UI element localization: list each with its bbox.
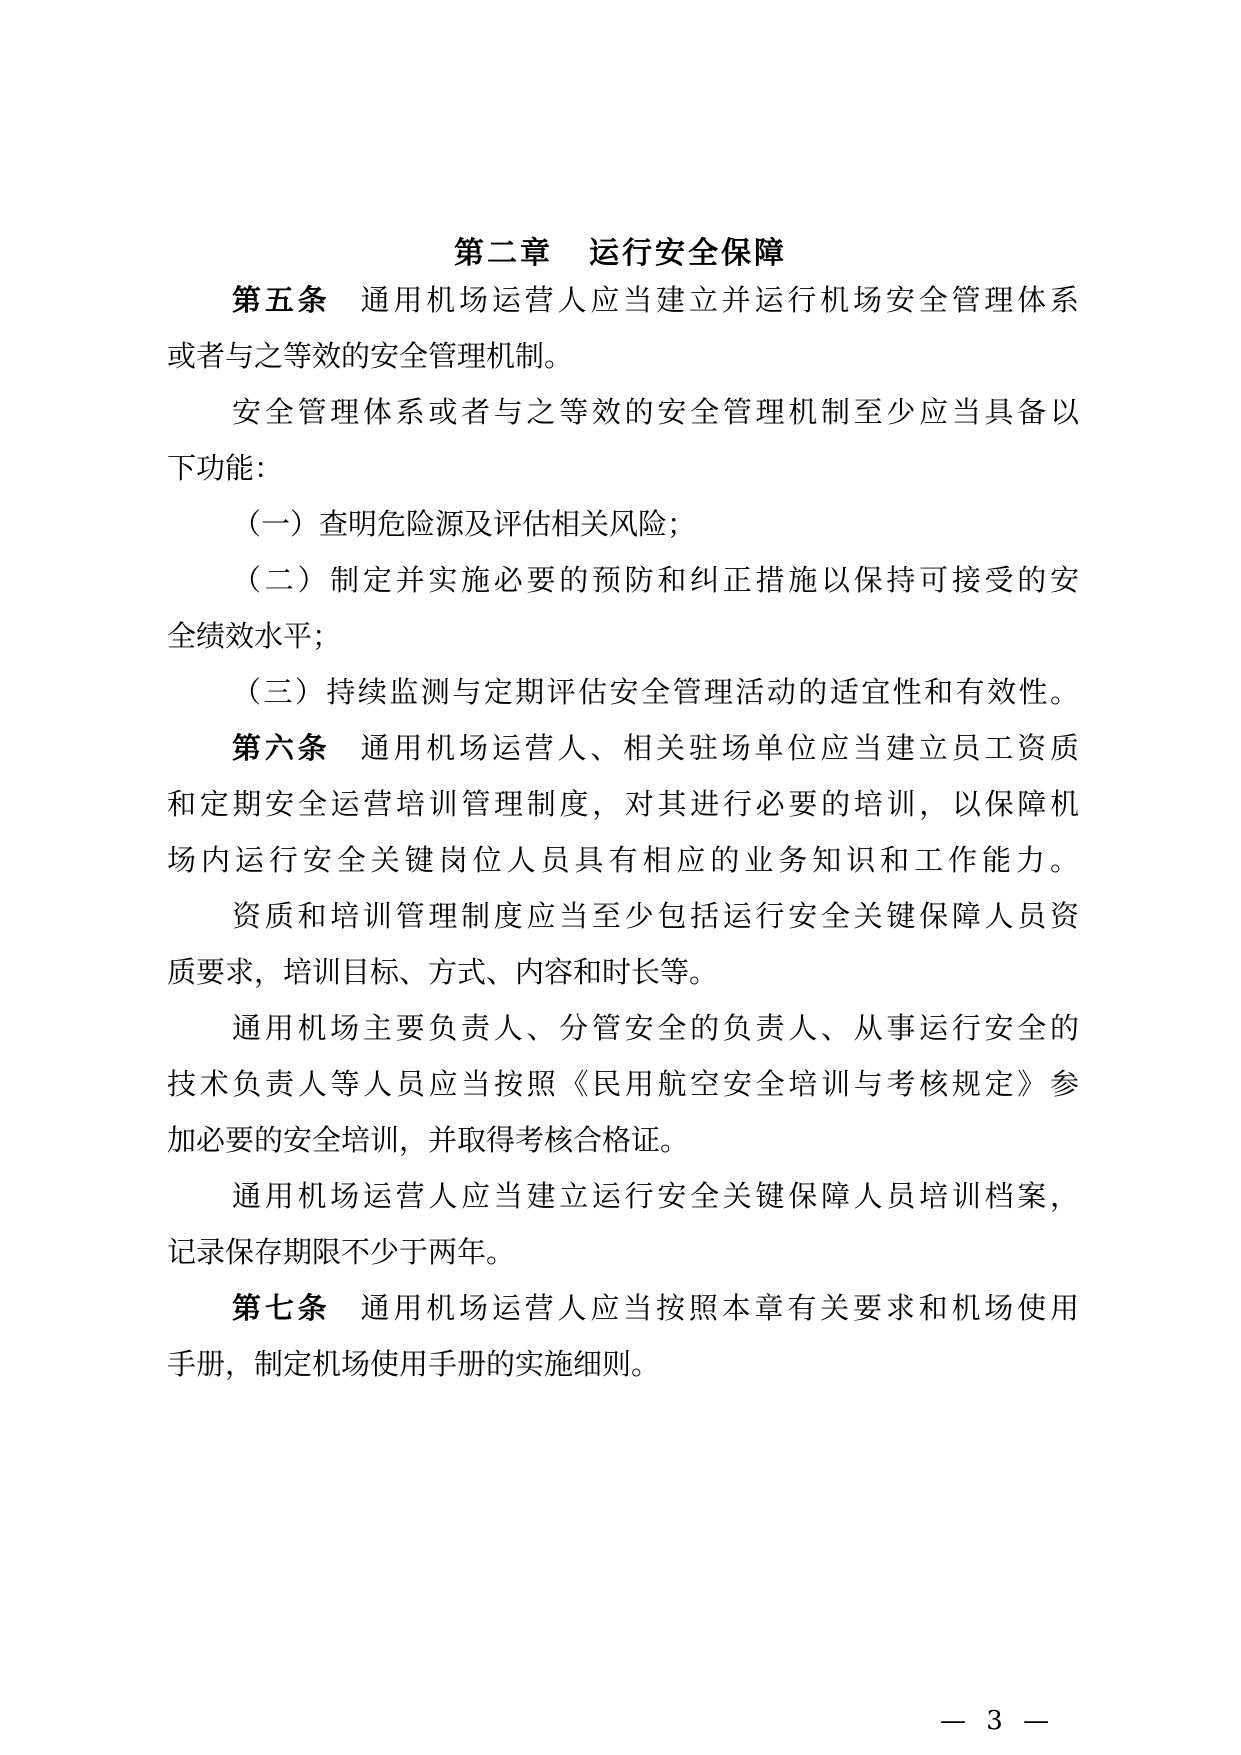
article-6-para-2-line-2: 质要求，培训目标、方式、内容和时长等。 — [167, 955, 719, 989]
article-6-para-2-line-1: 资质和培训管理制度应当至少包括运行安全关键保障人员资 — [232, 899, 1079, 933]
article-6-para-3-line-2: 技术负责人等人员应当按照《民用航空安全培训与考核规定》参 — [167, 1067, 1079, 1101]
article-5-item-3: （三）持续监测与定期评估安全管理活动的适宜性和有效性。 — [232, 675, 1079, 709]
page-number: — 3 — — [940, 1706, 1056, 1736]
article-5-line-2: 或者与之等效的安全管理机制。 — [167, 339, 574, 373]
chapter-heading — [0, 228, 1241, 272]
chapter-number: 第二章 — [454, 236, 553, 271]
article-7-line-2: 手册，制定机场使用手册的实施细则。 — [167, 1347, 661, 1381]
article-5-title: 第五条 — [232, 283, 331, 317]
article-7-title: 第七条 — [232, 1291, 331, 1325]
article-6-para-3-line-1: 通用机场主要负责人、分管安全的负责人、从事运行安全的 — [232, 1011, 1079, 1045]
article-6-title: 第六条 — [232, 731, 331, 765]
article-7-line-1: 第七条 通用机场运营人应当按照本章有关要求和机场使用 — [232, 1291, 1079, 1325]
article-5-para-2-line-1: 安全管理体系或者与之等效的安全管理机制至少应当具备以 — [232, 395, 1079, 429]
article-6-line-3: 场内运行安全关键岗位人员具有相应的业务知识和工作能力。 — [167, 843, 1079, 877]
article-5-item-2-line-1: （二）制定并实施必要的预防和纠正措施以保持可接受的安 — [232, 563, 1079, 597]
chapter-title: 运行安全保障 — [589, 236, 787, 271]
article-6-para-4-line-2: 记录保存期限不少于两年。 — [167, 1235, 516, 1269]
article-6-para-4-line-1: 通用机场运营人应当建立运行安全关键保障人员培训档案， — [232, 1179, 1079, 1213]
article-6-line-2: 和定期安全运营培训管理制度，对其进行必要的培训，以保障机 — [167, 787, 1079, 821]
article-5-item-2-line-2: 全绩效水平； — [167, 619, 342, 653]
article-6-para-3-line-3: 加必要的安全培训，并取得考核合格证。 — [167, 1123, 690, 1157]
article-5-line-1: 第五条 通用机场运营人应当建立并运行机场安全管理体系 — [232, 283, 1079, 317]
article-6-line-1: 第六条 通用机场运营人、相关驻场单位应当建立员工资质 — [232, 731, 1079, 765]
article-5-item-1: （一）查明危险源及评估相关风险； — [232, 507, 697, 541]
article-5-para-2-line-2: 下功能： — [167, 451, 284, 485]
